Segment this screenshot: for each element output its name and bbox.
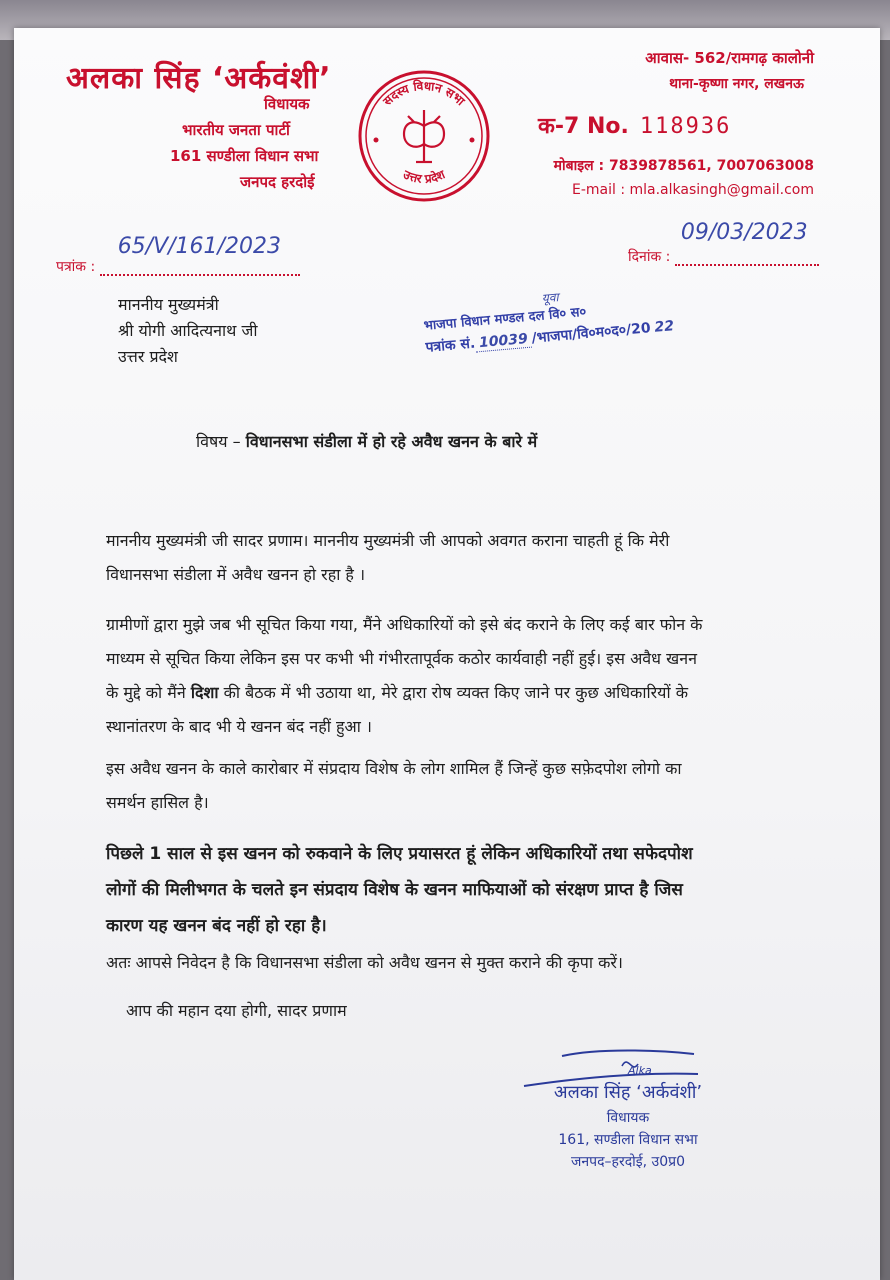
stamp-ref-suffix: /भाजपा/वि०म०द०/20 — [530, 320, 652, 347]
paragraph-4-line-3: कारण यह खनन बंद नहीं हो रहा है। — [106, 916, 327, 936]
letter-page — [14, 28, 880, 1280]
paragraph-2-line-1: ग्रामीणों द्वारा मुझे जब भी सूचित किया गया, मैंने अधिकारियों को इसे बंद कराने के लिए कई बार फोन के — [106, 615, 703, 634]
stamp-ref-number: 10039 — [474, 331, 532, 353]
designation: विधायक — [264, 95, 310, 113]
reference-label: पत्रांक : — [56, 259, 96, 275]
stamp-line-1: भाजपा विधान मण्डल दल वि० स० — [423, 304, 587, 334]
district: जनपद हरदोई — [240, 173, 315, 191]
paragraph-4-line-2: लोगों की मिलीभगत के चलते इन संप्रदाय विशेष के खनन माफियाओं को संरक्षण प्राप्त है जिस — [106, 880, 683, 900]
signature-scrawl-text: Alka — [628, 1064, 652, 1077]
paragraph-3-line-2: समर्थन हासिल है। — [106, 793, 209, 812]
subject-label: विषय – — [196, 432, 241, 451]
seal-bottom-text: उत्तर प्रदेश — [400, 167, 448, 186]
serial-number — [538, 110, 731, 140]
receipt-stamp — [422, 284, 675, 357]
signatory-name: अलका सिंह ‘अर्कवंशी’ — [553, 1082, 703, 1103]
reference-handwritten: 65/V/161/2023 — [117, 234, 281, 259]
addressee-block — [118, 292, 257, 370]
subject-text: विधानसभा संडीला में हो रहे अवैध खनन के बारे में — [245, 432, 538, 451]
addressee-line-3: उत्तर प्रदेश — [118, 347, 178, 366]
serial-value: 118936 — [639, 114, 732, 139]
p2-line3-pre: के मुद्दे को मैंने — [106, 683, 186, 702]
paragraph-1-line-2: विधानसभा संडीला में अवैध खनन हो रहा है । — [106, 565, 366, 584]
mobile-numbers: मोबाइल : 7839878561, 7007063008 — [553, 158, 814, 174]
paragraph-4 — [106, 836, 816, 944]
stamp-top-scribble: यूवा — [541, 290, 560, 306]
paragraph-6: आप की महान दया होगी, सादर प्रणाम — [126, 1001, 347, 1020]
serial-label: क-7 No. — [538, 114, 629, 139]
p2-line3-post: की बैठक में भी उठाया था, मेरे द्वारा रोष व्यक्त किए जाने पर कुछ अधिकारियों के — [223, 683, 688, 702]
paragraph-4-line-1: पिछले 1 साल से इस खनन को रुकवाने के लिए प्रयासरत हूं लेकिन अधिकारियों तथा सफेदपोश — [106, 844, 693, 864]
paragraph-3 — [106, 752, 816, 820]
address-line-1: आवास- 562/रामगढ़ कालोनी — [645, 49, 814, 67]
p2-line3-bold: दिशा — [190, 683, 219, 702]
addressee-line-1: माननीय मुख्यमंत्री — [118, 295, 219, 314]
signatory-designation: विधायक — [606, 1110, 650, 1126]
paragraph-3-line-1: इस अवैध खनन के काले कारोबार में संप्रदाय विशेष के लोग शामिल हैं जिन्हें कुछ सफ़ेदपोश लोगो का — [106, 759, 682, 778]
paragraph-5: अतः आपसे निवेदन है कि विधानसभा संडीला को अवैध खनन से मुक्त कराने की कृपा करें। — [106, 953, 623, 972]
reference-row — [56, 234, 356, 276]
signatory-district: जनपद–हरदोई, उ0प्र0 — [571, 1154, 685, 1170]
paragraph-2 — [106, 608, 816, 744]
mla-name: अलका सिंह ‘अर्कवंशी’ — [66, 61, 332, 96]
address-line-2: थाना-कृष्णा नगर, लखनऊ — [669, 76, 804, 92]
paragraph-2-line-4: स्थानांतरण के बाद भी ये खनन बंद नहीं हुआ । — [106, 717, 372, 736]
paragraph-2-line-2: माध्यम से सूचित किया लेकिन इस पर कभी भी गंभीरतापूर्वक कठोर कार्यवाही नहीं हुई। इस अवैध खनन — [106, 649, 697, 668]
svg-text:उत्तर प्रदेश — [400, 167, 448, 186]
stamp-ref-year: 22 — [653, 318, 675, 336]
subject-line — [196, 430, 537, 452]
constituency: 161 सण्डीला विधान सभा — [170, 147, 319, 165]
stamp-ref-prefix: पत्रांक सं. — [424, 335, 476, 356]
reference-dotted-line — [100, 234, 300, 276]
svg-text:सदस्य विधान सभा — [380, 79, 469, 109]
email: E-mail : mla.alkasingh@gmail.com — [571, 182, 814, 198]
assembly-seal-emblem — [354, 66, 494, 206]
paragraph-1 — [106, 524, 816, 592]
signatory-constituency: 161, सण्डीला विधान सभा — [558, 1132, 698, 1148]
paragraph-2-line-3 — [106, 676, 816, 710]
date-row — [628, 220, 868, 266]
date-dotted-line — [675, 220, 819, 266]
date-label: दिनांक : — [628, 249, 671, 265]
date-handwritten: 09/03/2023 — [680, 220, 808, 245]
seal-top-text: सदस्य विधान सभा — [380, 78, 468, 109]
addressee-line-2: श्री योगी आदित्यनाथ जी — [118, 321, 258, 340]
paragraph-1-line-1: माननीय मुख्यमंत्री जी सादर प्रणाम। माननीय मुख्यमंत्री जी आपको अवगत कराना चाहती हूं कि मेरी — [106, 531, 670, 550]
party-name: भारतीय जनता पार्टी — [182, 121, 290, 139]
